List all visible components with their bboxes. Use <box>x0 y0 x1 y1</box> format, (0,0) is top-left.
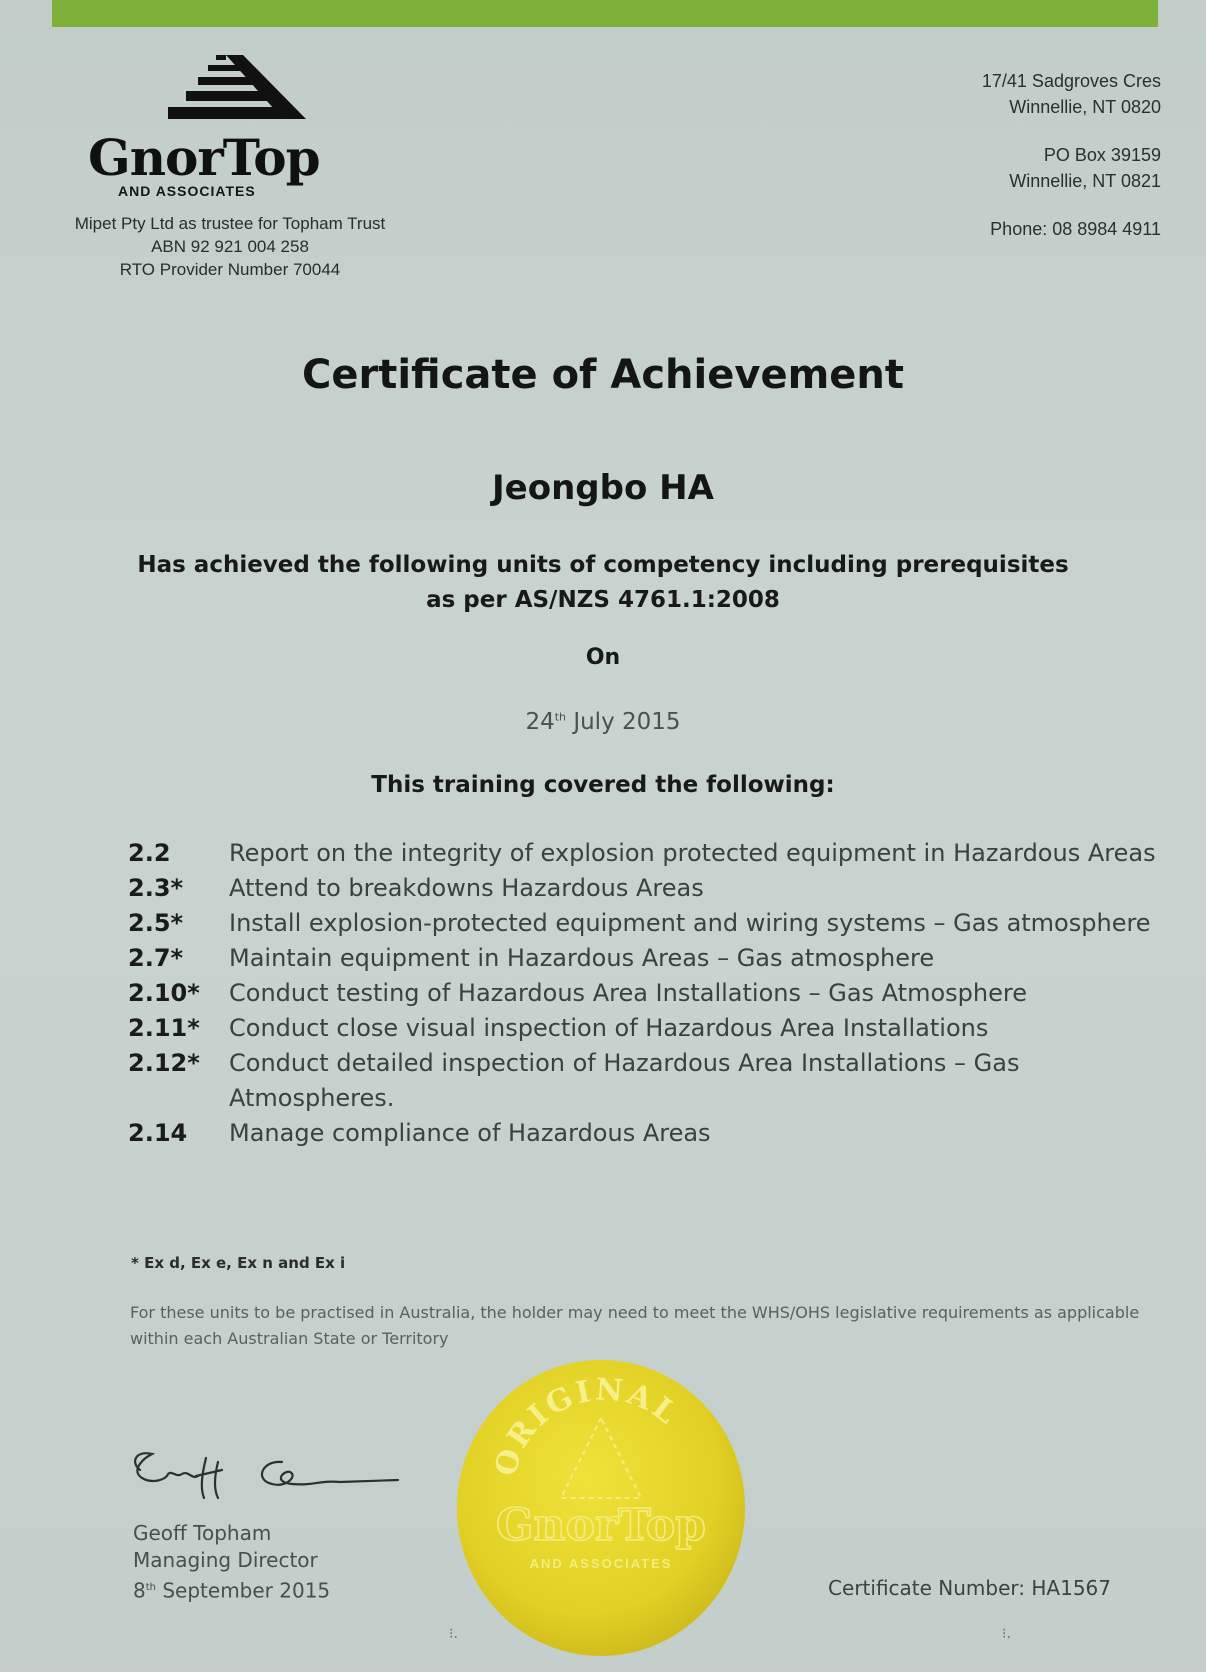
achievement-line-1: Has achieved the following units of competency including prerequisites <box>137 552 1069 578</box>
company-logo <box>88 55 368 205</box>
unit-description: Conduct testing of Hazardous Area Installations – Gas Atmosphere <box>229 979 1027 1007</box>
logo-subtitle: AND ASSOCIATES <box>118 183 256 199</box>
unit-item <box>128 836 1168 871</box>
unit-code: 2.12* <box>128 1049 200 1077</box>
company-rto: RTO Provider Number 70044 <box>119 260 341 279</box>
po-box-line-2: Winnellie, NT 0821 <box>1009 171 1161 191</box>
corner-mark: ⁝. <box>449 1626 458 1642</box>
street-address-line-1: 17/41 Sadgroves Cres <box>981 71 1161 91</box>
seal-top-text: ORIGINAL <box>488 1372 686 1481</box>
achievement-date <box>0 709 1206 735</box>
unit-item <box>128 871 1168 906</box>
achievement-line-2: as per AS/NZS 4761.1:2008 <box>426 587 780 613</box>
unit-code: 2.14 <box>128 1119 188 1147</box>
signature-date <box>133 1574 330 1605</box>
original-seal <box>455 1358 747 1658</box>
unit-item <box>128 1011 1168 1046</box>
date-suffix: th <box>554 710 567 724</box>
signer-name: Geoff Topham <box>133 1521 272 1545</box>
phone-number: Phone: 08 8984 4911 <box>990 219 1161 239</box>
signature-date-suffix: th <box>145 1582 156 1593</box>
unit-description: Maintain equipment in Hazardous Areas – Gas atmosphere <box>229 944 935 972</box>
unit-item <box>128 906 1168 941</box>
unit-code: 2.2 <box>128 839 171 867</box>
unit-item <box>128 976 1168 1011</box>
unit-item <box>128 941 1168 976</box>
legal-notice: For these units to be practised in Australia, the holder may need to meet the WHS/OHS legislative requirements as applicable within each Australian State or Territory <box>130 1303 1140 1348</box>
unit-description: Report on the integrity of explosion protected equipment in Hazardous Areas <box>229 839 1156 867</box>
unit-description: Attend to breakdowns Hazardous Areas <box>229 874 704 902</box>
company-details <box>30 212 430 281</box>
signature-date-month-year: September 2015 <box>156 1578 331 1603</box>
unit-description: Manage compliance of Hazardous Areas <box>229 1119 711 1147</box>
signature-date-day: 8 <box>133 1578 146 1603</box>
seal-wordmark: GnorTop <box>496 1500 706 1551</box>
corner-mark: ⁝. <box>1002 1626 1011 1642</box>
header-bar <box>52 0 1158 27</box>
date-day: 24 <box>525 709 555 735</box>
seal-subtitle: AND ASSOCIATES <box>529 1556 673 1571</box>
company-address <box>841 68 1161 242</box>
recipient-name: Jeongbo HA <box>492 468 714 508</box>
on-label: On <box>585 645 621 670</box>
po-box-line-1: PO Box 39159 <box>1043 145 1161 165</box>
unit-item <box>128 1046 1168 1116</box>
pyramid-logo-icon <box>168 55 308 127</box>
unit-code: 2.7* <box>128 944 184 972</box>
company-abn: ABN 92 921 004 258 <box>151 237 309 256</box>
street-address-line-2: Winnellie, NT 0820 <box>1009 97 1161 117</box>
footnote: * Ex d, Ex e, Ex n and Ex i <box>131 1254 346 1272</box>
units-list <box>128 836 1168 1151</box>
unit-code: 2.11* <box>128 1014 200 1042</box>
certificate-number: Certificate Number: HA1567 <box>828 1576 1111 1600</box>
unit-code: 2.3* <box>128 874 184 902</box>
date-month-year: July 2015 <box>566 709 681 735</box>
unit-code: 2.5* <box>128 909 184 937</box>
achievement-statement <box>0 548 1206 618</box>
unit-code: 2.10* <box>128 979 200 1007</box>
logo-wordmark: GnorTop <box>88 128 320 187</box>
signer-block <box>133 1520 330 1605</box>
signer-role: Managing Director <box>133 1548 318 1572</box>
certificate-title: Certificate of Achievement <box>302 352 904 398</box>
unit-item <box>128 1116 1168 1151</box>
company-trustee: Mipet Pty Ltd as trustee for Topham Trust <box>74 214 386 233</box>
training-covered-heading: This training covered the following: <box>371 772 835 798</box>
unit-description: Conduct close visual inspection of Hazardous Area Installations <box>229 1014 989 1042</box>
unit-description: Install explosion-protected equipment and wiring systems – Gas atmosphere <box>229 909 1151 937</box>
handwritten-signature <box>122 1440 412 1510</box>
unit-description: Conduct detailed inspection of Hazardous Area Installations – Gas Atmospheres. <box>229 1049 1020 1112</box>
